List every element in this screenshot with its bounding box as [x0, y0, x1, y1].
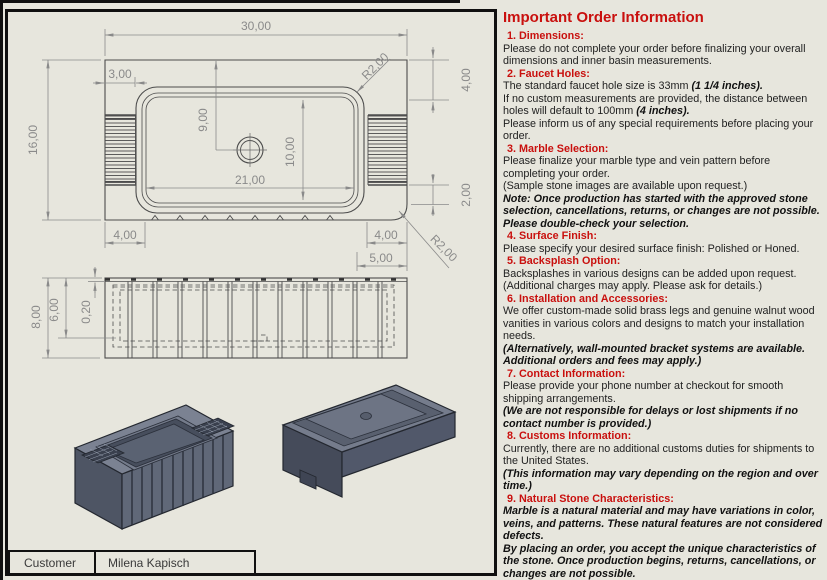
dim-left-margin: 4,00 [113, 228, 137, 242]
dim-basin-depth: 6,00 [47, 298, 61, 322]
section-paragraph: (We are not responsible for delays or lost shipments if no contact number is provided.) [503, 405, 798, 430]
section-paragraph: (This information may vary depending on the region and over time.) [503, 467, 818, 492]
top-view [105, 60, 407, 220]
dim-basin-inner-height: 10,00 [283, 136, 297, 168]
section-paragraph: Please finalize your marble type and vein pattern before completing your order. [503, 155, 771, 180]
customer-table [8, 550, 256, 575]
dim-right-margin: 4,00 [374, 228, 398, 242]
faucet-hole [233, 133, 267, 167]
section-paragraph: Please specify your desired surface finish: Polished or Honed. [503, 242, 800, 255]
section-heading: 5. Backsplash Option: [507, 255, 621, 267]
section-heading: 4. Surface Finish: [507, 230, 597, 242]
front-view [105, 278, 407, 358]
dim-right-edge-offset: 5,00 [369, 251, 393, 265]
section-paragraph: Note: Once production has started with the approved stone selection, cancellations, returns, or changes are not possible. Please double-check your selection. [503, 192, 820, 230]
hidden-lines [113, 285, 394, 347]
section-heading: 6. Installation and Accessories: [507, 292, 669, 305]
section-heading: 1. Dimensions: [507, 30, 584, 42]
dim-basin-inner-width: 21,00 [234, 173, 266, 187]
section-paragraph: (Additional charges may apply. Please ask for details.) [503, 280, 763, 292]
left-flute-hatch [105, 115, 136, 185]
order-info-sections [503, 30, 823, 580]
section-paragraph: Please do not complete your order before finalizing your overall dimensions and inner basin measurements. [503, 42, 806, 67]
section-paragraph: We offer custom-made solid brass legs and genuine walnut wood vanities in various colors and designs to match your installation needs. [503, 305, 815, 342]
dim-hole-from-back: 9,00 [196, 108, 210, 132]
dim-right-back-offset: 4,00 [459, 68, 473, 92]
iso-view-bottom [283, 385, 455, 497]
right-flute-hatch [368, 115, 407, 185]
section-paragraph: Marble is a natural material and may have variations in color, veins, and patterns. These natural features are not considered defects. [503, 505, 823, 542]
section-heading: 2. Faucet Holes: [507, 67, 590, 80]
customer-label: Customer [8, 550, 96, 575]
section-paragraph: Backsplashes in various designs can be added upon request. [503, 267, 797, 280]
front-view-dim-labels [29, 298, 93, 329]
section-heading: 7. Contact Information: [507, 367, 626, 380]
order-info-panel [503, 6, 823, 580]
section-heading: 8. Customs Information: [507, 430, 632, 442]
dim-flute-to-corner: 2,00 [459, 183, 473, 207]
dim-corner-radius-top: R2,00 [358, 49, 392, 83]
customer-name: Milena Kapisch [94, 550, 256, 575]
drain-hole [361, 413, 372, 420]
section-paragraph: Please inform us of any special requirements before placing your order. [503, 117, 814, 142]
section-paragraph: Please provide your phone number at checkout for smooth shipping arrangements. [503, 380, 784, 405]
panel-title: Important Order Information [503, 9, 704, 26]
section-paragraph: (Sample stone images are available upon request.) [503, 180, 748, 192]
dim-overall-width: 30,00 [240, 19, 272, 33]
dim-flute-offset: 3,00 [108, 67, 132, 81]
front-flute-ticks [152, 216, 334, 221]
section-paragraph: The standard faucet hole size is 33mm (1 1/4 inches). [503, 80, 763, 92]
dim-rim-lip: 0,20 [79, 300, 93, 324]
iso-view-top [75, 405, 234, 529]
section-heading: 3. Marble Selection: [507, 142, 609, 155]
section-heading: 9. Natural Stone Characteristics: [507, 492, 674, 505]
section-paragraph: Currently, there are no additional customs duties for shipments to the United States. [503, 442, 815, 467]
dim-overall-height: 16,00 [26, 124, 40, 156]
section-paragraph: (Alternatively, wall-mounted bracket systems are available. Additional orders and fees may apply.) [503, 342, 806, 367]
section-paragraph: If no custom measurements are provided, the distance between holes will default to 100mm (4 inches). [503, 92, 808, 117]
dim-front-height: 8,00 [29, 305, 43, 329]
dim-corner-radius-bottom: R2,00 [427, 231, 461, 265]
section-paragraph: By placing an order, you accept the unique characteristics of the stone. Once production begins, returns, cancellations, or changes are not possible. [503, 542, 816, 580]
